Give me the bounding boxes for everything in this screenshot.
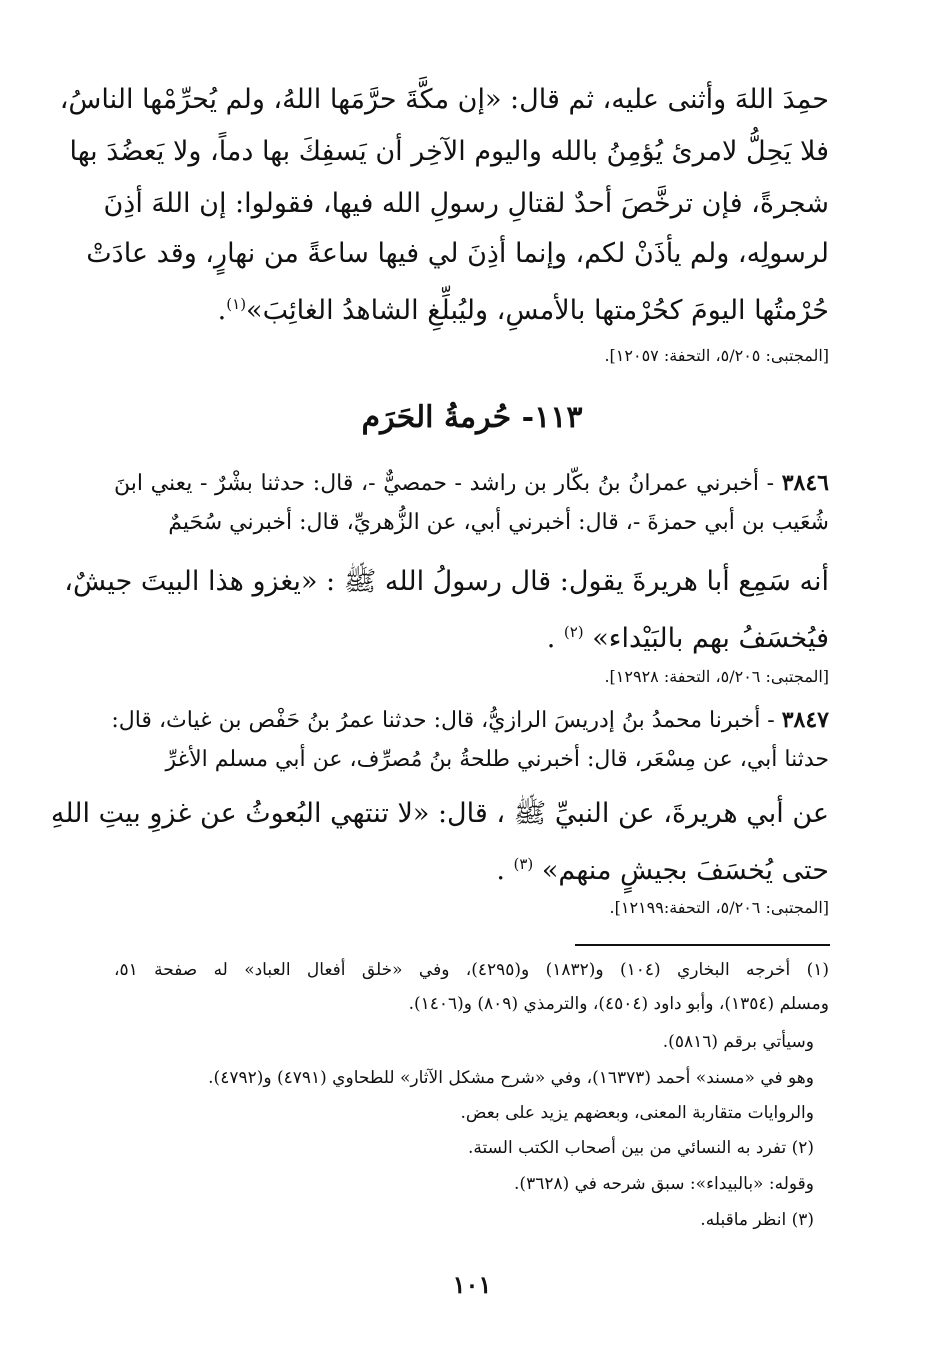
hadith-number: ٣٨٤٧ [781,707,829,733]
isnad-text: - أخبرنا محمدُ بنُ إدريسَ الرازيُّ، قال: حدثنا عمرُ بنُ حَفْص بن غياث، قال: [111,708,775,733]
footnote-separator [575,944,830,946]
matn-text: حتى يُخسَفَ بجيشٍ منهم» [541,855,829,886]
footnote-line: ومسلم (١٣٥٤)، وأبو داود (٤٥٠٤)، والترمذي (٨٠٩) و(١٤٠٦). [408,994,829,1014]
footnote-line: وسيأتي برقم (٥٨١٦). [662,1032,814,1052]
matn-line: أنه سَمِع أبا هريرةَ يقول: قال رسولُ الله ﷺ : «يغزو هذا البيتَ جيشٌ، [64,566,829,597]
paragraph-text: حُرْمتُها اليومَ كحُرْمتها بالأمسِ، وليُبلِّغِ الشاهدُ الغائِبَ» [246,295,829,326]
matn-text: فيُخسَفُ بهم بالبَيْداء» [592,623,829,654]
source-reference: [المجتبى: ٥/٢٠٦، التحفة:١٢١٩٩]. [609,898,829,917]
isnad-line [114,463,829,503]
footnote-line: (٢) تفرد به النسائي من بين أصحاب الكتب الستة. [467,1138,814,1158]
paragraph-line: فلا يَحِلُّ لامرئ يُؤمِنُ بالله واليوم الآخِر أن يَسفِكَ بها دماً، ولا يَعضُدَ بها [69,136,829,167]
isnad-line: حدثنا أبي، عن مِسْعَر، قال: أخبرني طلحةُ بنُ مُصرِّف، عن أبي مسلم الأغرِّ [165,747,829,772]
paragraph-line-last: حُرْمتُها اليومَ كحُرْمتها بالأمسِ، وليُبلِّغِ الشاهدُ الغائِبَ»$^{(١)}$. [217,295,829,326]
footnote-marker: (١) [226,295,247,313]
footnote-line: وهو في «مسند» أحمد (١٦٣٧٣)، وفي «شرح مشكل الآثار» للطحاوي (٤٧٩١) و(٤٧٩٢). [208,1068,814,1088]
chapter-heading: ١١٣- حُرمةُ الحَرَم [361,400,583,435]
isnad-line [111,700,829,740]
source-reference: [المجتبى: ٥/٢٠٥، التحفة: ١٢٠٥٧]. [604,346,829,365]
source-reference: [المجتبى: ٥/٢٠٦، التحفة: ١٢٩٢٨]. [604,667,829,686]
footnote-line: (٣) انظر ماقبله. [700,1210,814,1230]
footnote-line: والروايات متقاربة المعنى، وبعضهم يزيد على بعض. [460,1103,814,1123]
isnad-text: - أخبرني عمرانُ بنُ بكّار بن راشد - حمصيٌّ -، قال: حدثنا بشْرٌ - يعني ابنَ [114,471,775,496]
footnote-marker: (٣) [513,855,534,873]
page-number: ١٠١ [452,1270,492,1299]
footnote-line: (١) أخرجه البخاري (١٠٤) و(١٨٣٢) و(٤٢٩٥)، وفي «خلق أفعال العباد» له صفحة ٥١، [114,960,829,980]
paragraph-line: شجرةً، فإن ترخَّصَ أحدٌ لقتالِ رسولِ الله فيها، فقولوا: إن اللهَ أذِنَ [103,188,829,219]
hadith-number: ٣٨٤٦ [781,470,829,496]
footnote-marker: (٢) [563,623,584,641]
footnote-line: وقوله: «بالبيداء»: سبق شرحه في (٣٦٢٨). [514,1174,814,1194]
paragraph-line: لرسولِه، ولم يأذَنْ لكم، وإنما أذِنَ لي فيها ساعةً من نهارٍ، وقد عادَتْ [86,238,829,269]
paragraph-line: حمِدَ اللهَ وأثنى عليه، ثم قال: «إن مكَّةَ حرَّمَها اللهُ، ولم يُحرِّمْها الناسُ، [59,84,829,115]
matn-line-last: فيُخسَفُ بهم بالبَيْداء» $^{(٢)}$ . [546,623,829,654]
isnad-line: شُعَيب بن أبي حمزةَ -، قال: أخبرني أبي، عن الزُّهريِّ، قال: أخبرني سُحَيمٌ [168,510,829,535]
matn-line-last: حتى يُخسَفَ بجيشٍ منهم» $^{(٣)}$ . [496,855,829,886]
matn-line: عن أبي هريرةَ، عن النبيِّ ﷺ ، قال: «لا تنتهي البُعوثُ عن غزوِ بيتِ اللهِ [50,798,829,829]
